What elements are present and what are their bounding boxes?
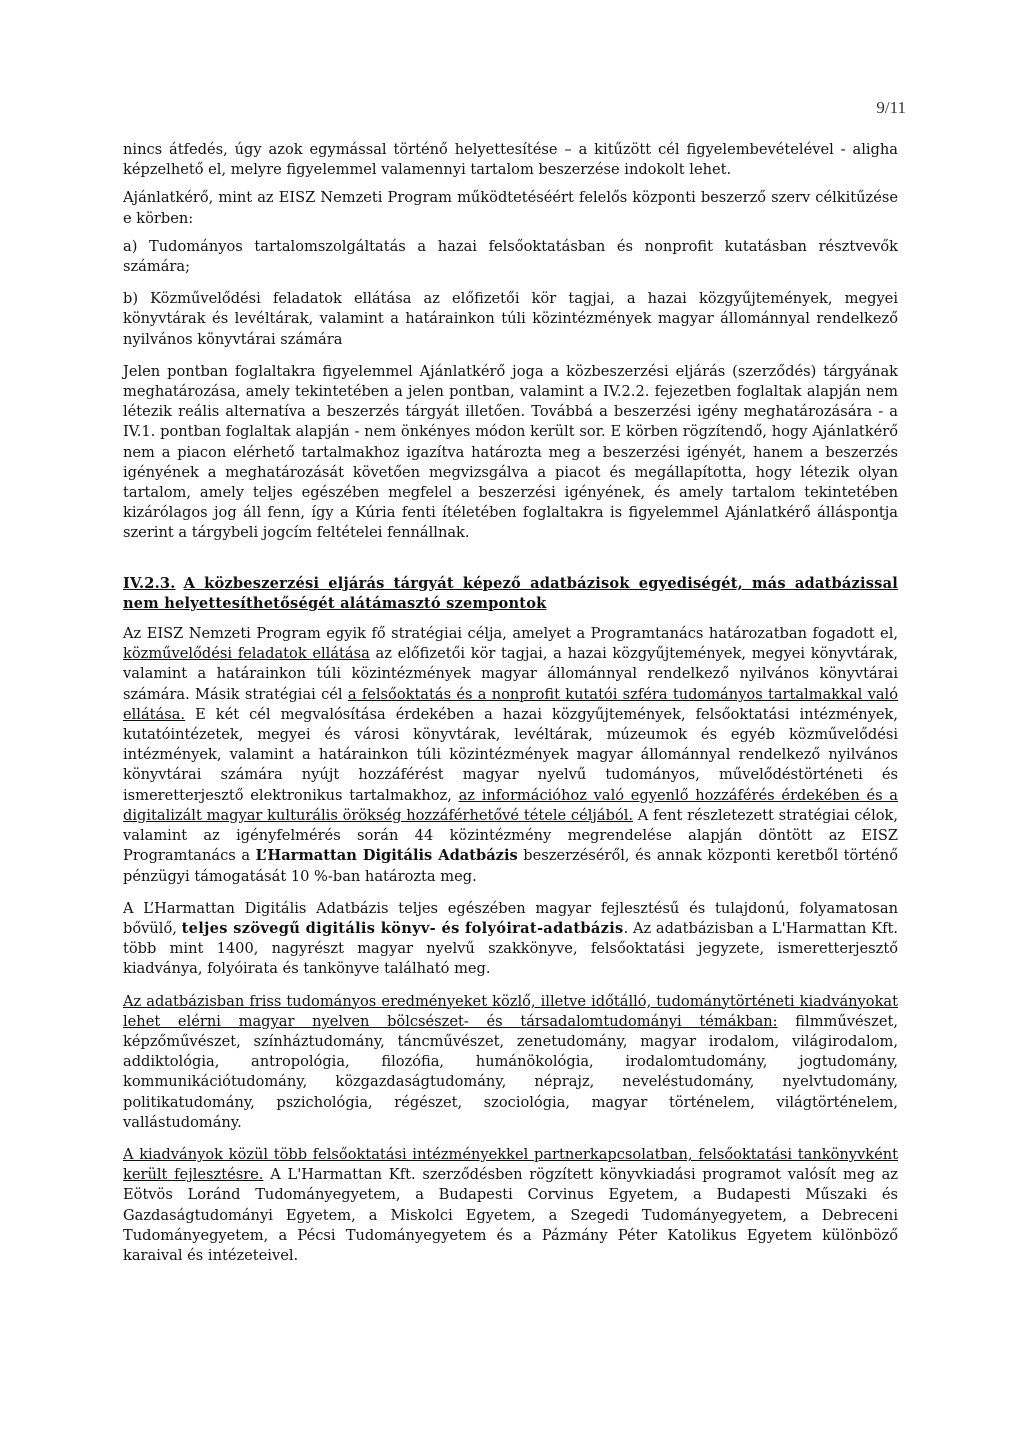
section-title: A közbeszerzési eljárás tárgyát képező adatbázisok egyediségét, más adatbázissal nem helyettesíthetőségét alátámasztó szempontok <box>123 574 898 612</box>
paragraph-legal-basis: Jelen pontban foglaltakra figyelemmel Ajánlatkérő joga a közbeszerzési eljárás (szerződés) tárgyának meghatározása, amely tekintetében a jelen pontban, valamint a IV.2.2. fejezetben foglaltak alapján nem létezik reális alternatíva a beszerzés tárgyát illetően. Továbbá a beszerzési igény meghatározására - a IV.1. pontban foglaltak alapján - nem önkényes módon került sor. E körben rögzítendő, hogy Ajánlatkérő nem a piacon elérhető tartalmakhoz igazítva határozta meg a beszerzési igényét, hanem a beszerzés igényének a meghatározását követően megvizsgálva a piacot és megállapította, hogy létezik olyan tartalom, amely teljes egészében megfelel a beszerzési igényének, és amely tartalom tekintetében kizárólagos jog áll fenn, így a Kúria fenti ítéletében foglaltakra is figyelemmel Ajánlatkérő álláspontja szerint a tárgybeli jogcím feltételei fennállnak. <box>123 362 898 542</box>
paragraph-partners <box>123 1145 898 1266</box>
paragraph-intro: nincs átfedés, úgy azok egymással történő helyettesítése – a kitűzött cél figyelembevételével - aligha képzelhető el, melyre figyelemmel valamennyi tartalom beszerzése indokolt lehet. <box>123 141 898 179</box>
bold-text: L’Harmattan Digitális Adatbázis <box>255 847 518 865</box>
text-run: beszerzéséről, és annak központi keretből történő pénzügyi támogatását 10 %-ban határozta meg. <box>123 847 898 885</box>
paragraph-item-b: b) Közművelődési feladatok ellátása az előfizetői kör tagjai, a hazai közgyűjtemények, megyei könyvtárak és levéltárak, valamint a határainkon túli közintézmények magyar állománnyal rendelkező nyilvános könyvtárai számára <box>123 290 898 348</box>
underlined-text: közművelődési feladatok ellátása <box>123 645 370 663</box>
paragraph-objective: Ajánlatkérő, mint az EISZ Nemzeti Program működtetéséért felelős központi beszerző szerv célkitűzése e körben: <box>123 189 898 227</box>
text-run: Az EISZ Nemzeti Program egyik fő stratégiai célja, amelyet a Programtanács határozatban fogadott el, <box>123 625 898 643</box>
text-run: az előfizetői kör tagjai, a hazai közgyűjtemények, megyei könyvtárak, valamint a határainkon túli közintézmények magyar állománnyal rendelkező nyilvános könyvtárai számára. Másik stratégiai cél <box>123 645 898 703</box>
section-heading <box>123 574 898 614</box>
paragraph-strategy <box>123 624 898 887</box>
page-number: 9/11 <box>876 98 906 117</box>
paragraph-topics <box>123 992 898 1133</box>
paragraph-database-description <box>123 899 898 980</box>
underlined-text: a felsőoktatás és a nonprofit kutatói szféra tudományos tartalmakkal való ellátása. <box>123 685 898 723</box>
text-run: A L’Harmattan Digitális Adatbázis teljes egészében magyar fejlesztésű és tulajdonú, folyamatosan bővülő, <box>123 899 898 937</box>
text-run: A fent részletezett stratégiai célok, valamint az igényfelmérés során 44 közintézmény megrendelése alapján döntött az EISZ Programtanács a <box>123 806 898 865</box>
underlined-text: A kiadványok közül több felsőoktatási intézményekkel partnerkapcsolatban, felsőoktatási tankönyvként került fejlesztésre. <box>123 1145 898 1184</box>
text-run: filmművészet, képzőművészet, színháztudomány, táncművészet, zenetudomány, magyar irodalom, világirodalom, addiktológia, antropológia, filozófia, humánökológia, irodalomtudomány, jogtudomány, kommunikációtudomány, közgazdaságtudomány, néprajz, neveléstudomány, nyelvtudomány, politikatudomány, pszichológia, régészet, szociológia, magyar történelem, világtörténelem, vallástudomány. <box>123 1012 898 1131</box>
bold-text: teljes szövegű digitális könyv- és folyóirat-adatbázis <box>181 919 624 937</box>
text-run: . Az adatbázisban a L'Harmattan Kft. több mint 1400, nagyrészt magyar nyelvű szakkönyve, felsőoktatási jegyzete, ismeretterjesztő kiadványa, folyóirata és tankönyve található meg. <box>123 919 898 978</box>
text-run: E két cél megvalósítása érdekében a hazai közgyűjtemények, felsőoktatási intézmények, kutatóintézetek, megyei és városi könyvtárak, levéltárak, múzeumok és egyéb közművelődési intézmények, valamint a határainkon túli közintézmények magyar állománnyal rendelkező nyilvános könyvtárai számára nyújt hozzáférést magyar nyelvű tudományos, művelődéstörténeti és ismeretterjesztő elektronikus tartalmakhoz, <box>123 705 898 804</box>
document-body <box>123 140 898 1278</box>
paragraph-item-a: a) Tudományos tartalomszolgáltatás a hazai felsőoktatásban és nonprofit kutatásban résztvevők számára; <box>123 237 898 276</box>
underlined-text: az információhoz való egyenlő hozzáférés érdekében és a digitalizált magyar kulturális örökség hozzáférhetővé tétele céljából. <box>123 786 899 824</box>
text-run: A L'Harmattan Kft. szerződésben rögzített könyvkiadási programot valósít meg az Eötvös Loránd Tudományegyetem, a Budapesti Corvinus Egyetem, a Budapesti Műszaki és Gazdaságtudományi Egyetem, a Miskolci Egyetem, a Szegedi Tudományegyetem, a Debreceni Tudományegyetem, a Pécsi Tudományegyetem és a Pázmány Péter Katolikus Egyetem különböző karaival és intézeteivel. <box>123 1166 898 1264</box>
underlined-text: Az adatbázisban friss tudományos eredményeket közlő, illetve időtálló, tudománytörténeti kiadványokat lehet elérni magyar nyelven bölcsészet- és társadalomtudományi témákban: <box>123 992 898 1030</box>
section-number: IV.2.3. <box>123 574 176 592</box>
